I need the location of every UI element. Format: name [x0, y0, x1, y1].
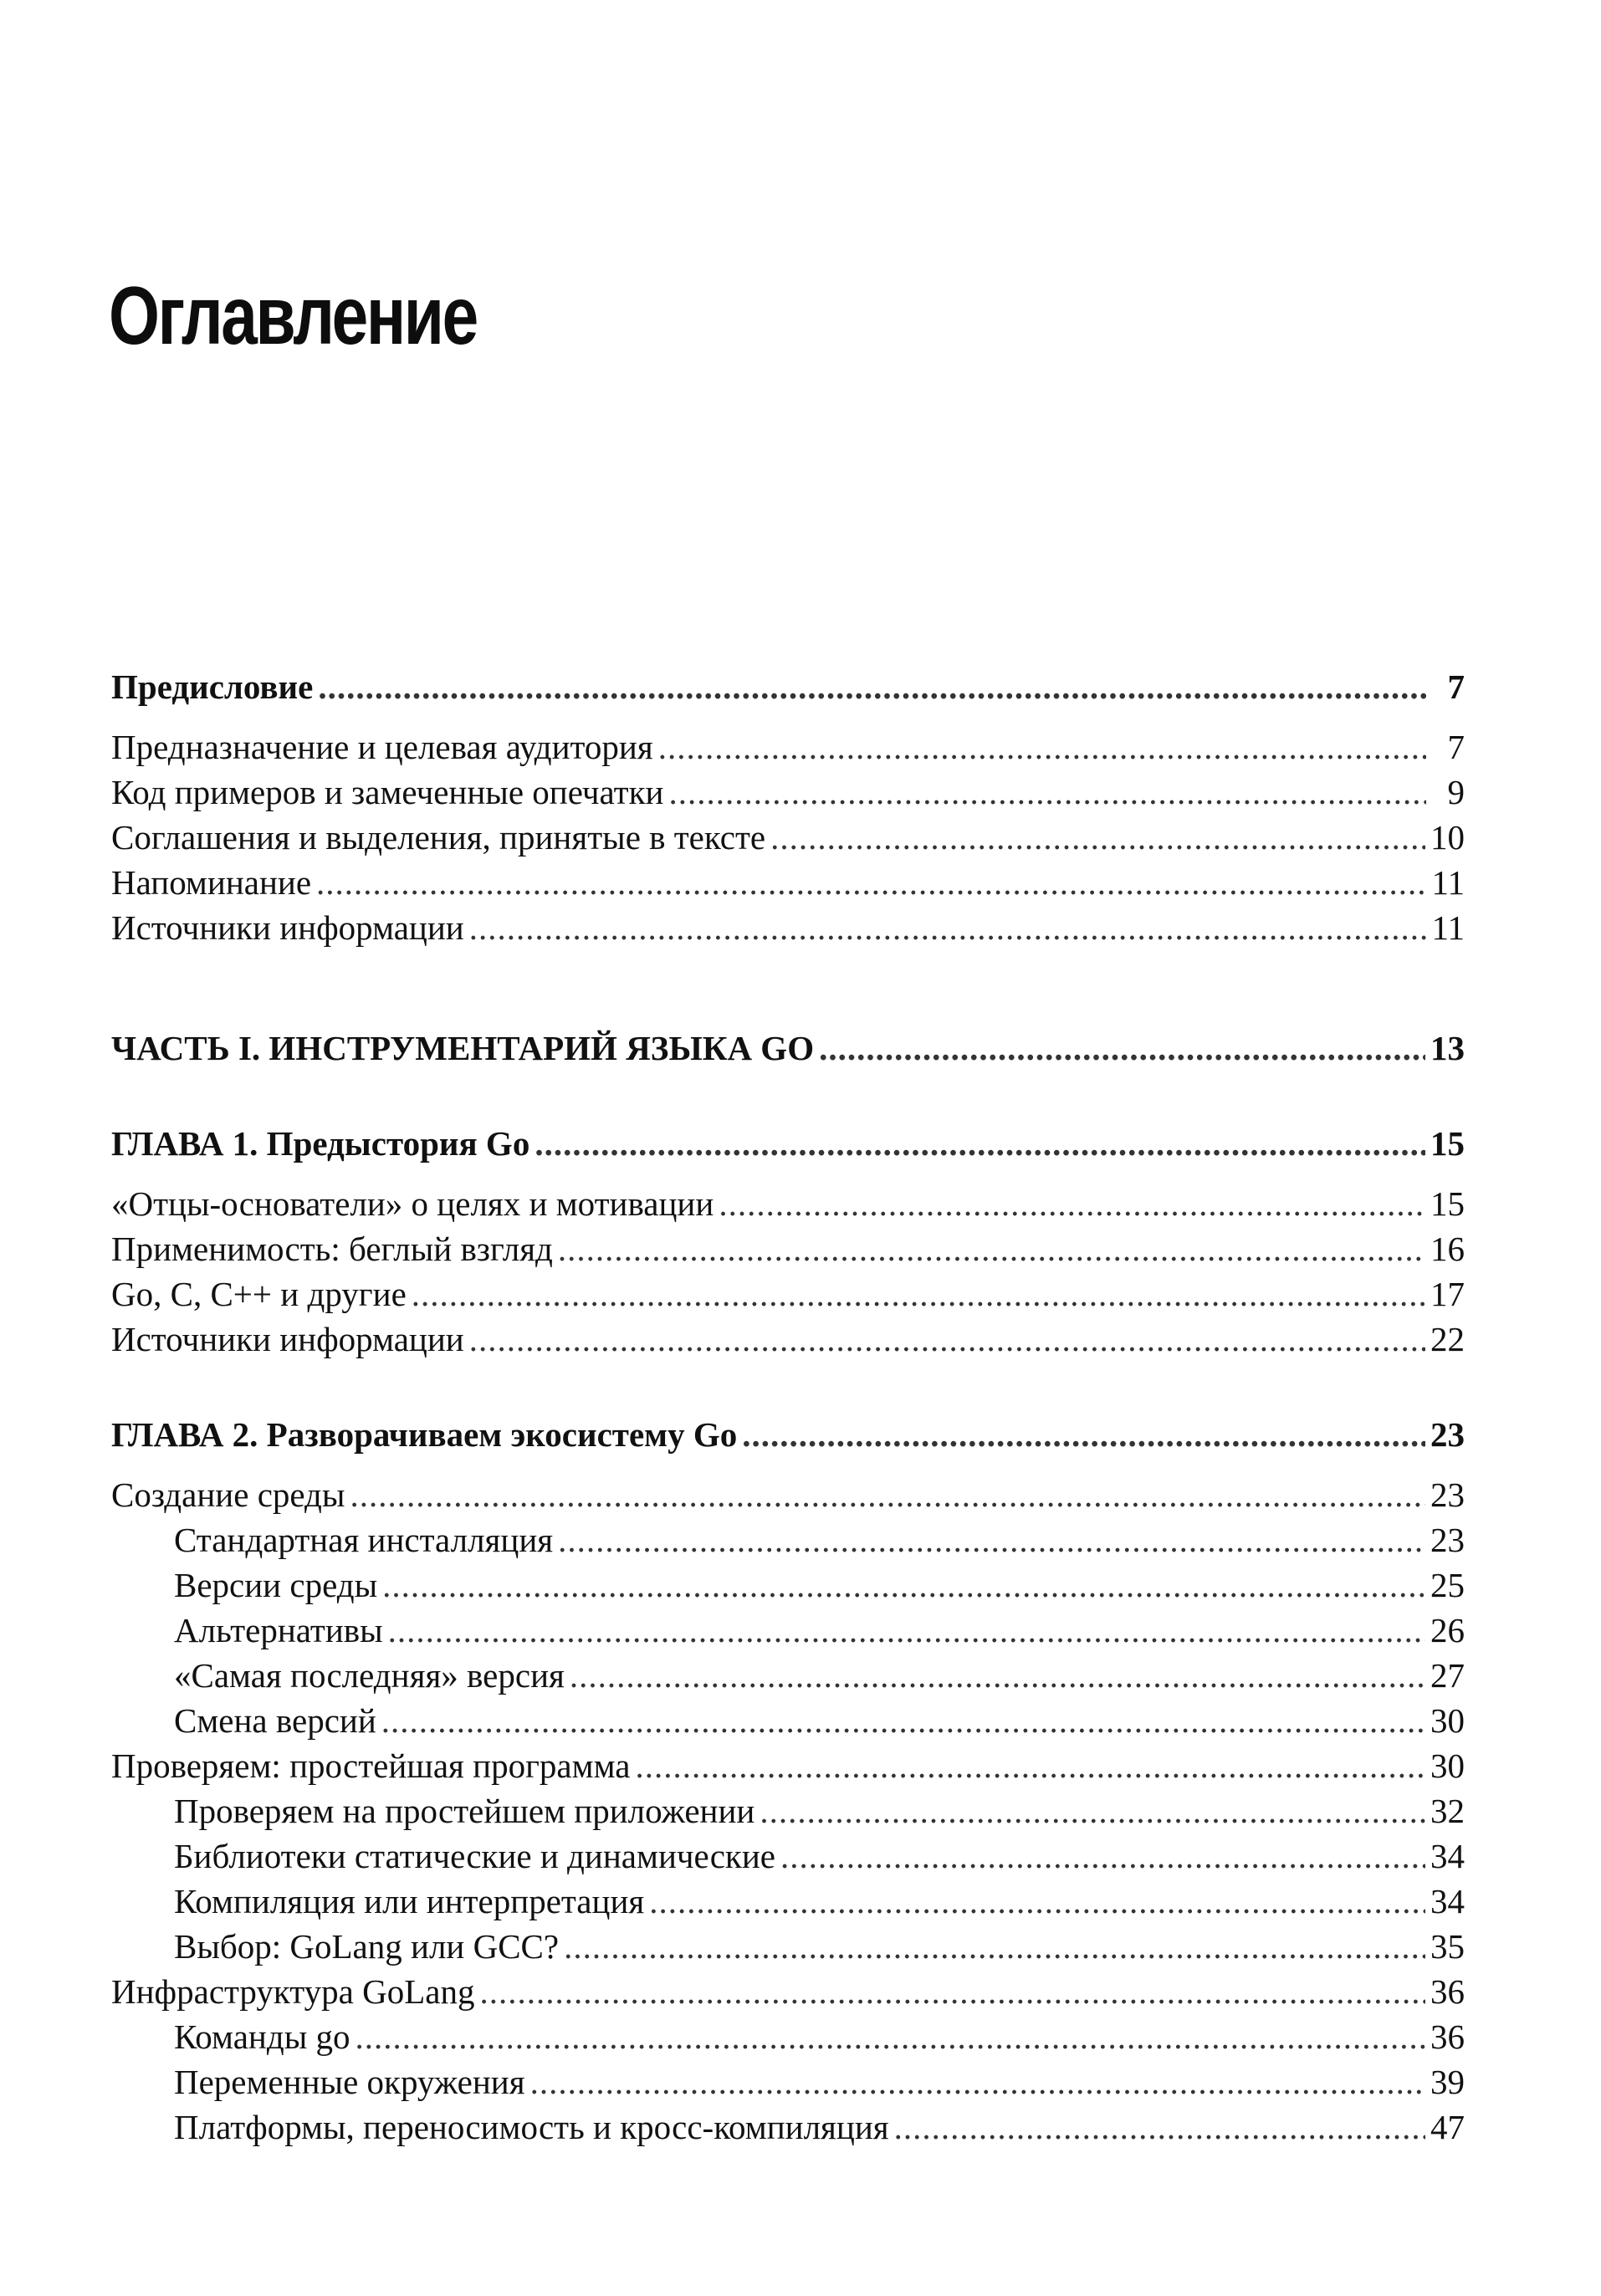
toc-entry-label: Команды go [174, 2017, 350, 2056]
toc-entry-chapter-1[interactable] [111, 1122, 1465, 1167]
toc-entry-preface[interactable] [111, 665, 1465, 710]
dot-leader [894, 2105, 1425, 2149]
dot-leader [479, 1970, 1425, 2013]
dot-leader [668, 770, 1426, 814]
toc-entry-label: Смена версий [174, 1701, 376, 1740]
toc-entry[interactable] [111, 1654, 1465, 1699]
toc-entry-label: Стандартная инсталляция [174, 1521, 554, 1559]
toc-entry[interactable] [111, 1970, 1465, 2015]
toc-entry[interactable] [111, 2015, 1465, 2060]
dot-leader [530, 2060, 1425, 2104]
toc-entry-page: 32 [1430, 1792, 1465, 1830]
toc-entry[interactable] [111, 1563, 1465, 1608]
toc-entry-page: 30 [1430, 1701, 1465, 1740]
toc-entry[interactable] [111, 861, 1465, 906]
dot-leader [535, 1122, 1425, 1165]
toc-entry-label: Версии среды [174, 1566, 378, 1604]
toc-entry-label: Применимость: беглый взгляд [111, 1230, 553, 1268]
toc-entry[interactable] [111, 1789, 1465, 1834]
toc-entry-label: Источники информации [111, 1320, 464, 1358]
table-of-contents [111, 665, 1465, 2150]
dot-leader [469, 1317, 1425, 1361]
dot-leader [564, 1925, 1425, 1968]
dot-leader [780, 1834, 1425, 1878]
toc-entry[interactable] [111, 1744, 1465, 1789]
toc-entry[interactable] [111, 2105, 1465, 2150]
toc-entry-label: Выбор: GoLang или GCC? [174, 1927, 560, 1966]
toc-entry[interactable] [111, 1272, 1465, 1317]
dot-leader [760, 1789, 1425, 1833]
toc-entry-label: Проверяем на простейшем приложении [174, 1792, 755, 1830]
toc-entry[interactable] [111, 1227, 1465, 1272]
toc-entry[interactable] [111, 1608, 1465, 1654]
toc-entry-label: «Отцы-основатели» о целях и мотивации [111, 1184, 714, 1223]
toc-entry-page: 34 [1430, 1837, 1465, 1875]
toc-entry-chapter-2[interactable] [111, 1413, 1465, 1458]
toc-entry[interactable] [111, 725, 1465, 770]
toc-entry-page: 27 [1430, 1656, 1465, 1695]
dot-leader [558, 1227, 1425, 1271]
toc-entry[interactable] [111, 1182, 1465, 1227]
toc-entry[interactable] [111, 1518, 1465, 1563]
dot-leader [570, 1654, 1425, 1697]
toc-entry[interactable] [111, 816, 1465, 861]
toc-entry-page: 36 [1430, 1972, 1465, 2011]
toc-entry-label: Создание среды [111, 1475, 345, 1514]
dot-leader [819, 1026, 1425, 1070]
dot-leader [388, 1608, 1425, 1652]
toc-entry-page: 23 [1430, 1415, 1465, 1454]
toc-entry-page: 34 [1430, 1882, 1465, 1920]
toc-entry-label: Напоминание [111, 863, 312, 902]
toc-entry-page: 9 [1447, 773, 1465, 811]
toc-entry[interactable] [111, 1699, 1465, 1744]
toc-entry[interactable] [111, 1834, 1465, 1879]
toc-entry-label: Переменные окружения [174, 2063, 525, 2101]
toc-entry[interactable] [111, 770, 1465, 816]
dot-leader [558, 1518, 1425, 1562]
toc-entry-page: 26 [1430, 1611, 1465, 1649]
toc-entry-label: ГЛАВА 2. Разворачиваем экосистему Go [111, 1415, 738, 1454]
toc-entry-page: 23 [1430, 1521, 1465, 1559]
toc-entry-part-1[interactable] [111, 1026, 1465, 1071]
toc-entry[interactable] [111, 2060, 1465, 2105]
toc-entry[interactable] [111, 1317, 1465, 1363]
toc-entry-page: 25 [1430, 1566, 1465, 1604]
toc-entry-page: 16 [1430, 1230, 1465, 1268]
toc-entry[interactable] [111, 1473, 1465, 1518]
toc-entry-label: Альтернативы [174, 1611, 383, 1649]
dot-leader [635, 1744, 1425, 1787]
toc-entry-label: Источники информации [111, 908, 464, 947]
toc-entry[interactable] [111, 1925, 1465, 1970]
page-title: Оглавление [109, 269, 477, 361]
toc-entry-label: ЧАСТЬ I. ИНСТРУМЕНТАРИЙ ЯЗЫКА GO [111, 1029, 815, 1067]
dot-leader [381, 1699, 1425, 1742]
toc-entry-label: Проверяем: простейшая программа [111, 1746, 631, 1785]
toc-entry-page: 30 [1430, 1746, 1465, 1785]
toc-entry-page: 47 [1430, 2108, 1465, 2146]
toc-entry-page: 36 [1430, 2017, 1465, 2056]
toc-entry-label: Соглашения и выделения, принятые в тексте [111, 818, 766, 857]
toc-entry-page: 7 [1447, 728, 1465, 766]
toc-entry[interactable] [111, 906, 1465, 951]
toc-entry-page: 39 [1430, 2063, 1465, 2101]
dot-leader [742, 1413, 1425, 1456]
toc-entry-page: 15 [1430, 1184, 1465, 1223]
toc-entry-label: Компиляция или интерпретация [174, 1882, 645, 1920]
toc-entry-page: 15 [1430, 1124, 1465, 1163]
toc-entry-page: 11 [1431, 863, 1465, 902]
toc-entry-page: 10 [1430, 818, 1465, 857]
toc-entry-label: Код примеров и замеченные опечатки [111, 773, 664, 811]
dot-leader [318, 665, 1426, 708]
toc-entry-label: Предназначение и целевая аудитория [111, 728, 653, 766]
dot-leader [469, 906, 1426, 949]
toc-entry-page: 11 [1431, 908, 1465, 947]
dot-leader [412, 1272, 1425, 1316]
toc-entry[interactable] [111, 1879, 1465, 1925]
toc-entry-label: Платформы, переносимость и кросс-компиляция [174, 2108, 889, 2146]
toc-entry-label: ГЛАВА 1. Предыстория Go [111, 1124, 530, 1163]
dot-leader [649, 1879, 1425, 1923]
toc-entry-label: Библиотеки статические и динамические [174, 1837, 775, 1875]
dot-leader [382, 1563, 1425, 1607]
toc-entry-page: 22 [1430, 1320, 1465, 1358]
toc-entry-label: Инфраструктура GoLang [111, 1972, 475, 2011]
toc-entry-page: 35 [1430, 1927, 1465, 1966]
dot-leader [316, 861, 1426, 904]
toc-entry-page: 17 [1430, 1275, 1465, 1313]
dot-leader [719, 1182, 1425, 1225]
toc-entry-label: «Самая последняя» версия [174, 1656, 565, 1695]
dot-leader [355, 2015, 1426, 2058]
toc-entry-label: Предисловие [111, 667, 314, 706]
dot-leader [770, 816, 1425, 859]
toc-entry-page: 23 [1430, 1475, 1465, 1514]
toc-entry-page: 7 [1447, 667, 1465, 706]
toc-entry-label: Go, C, C++ и другие [111, 1275, 407, 1313]
dot-leader [350, 1473, 1425, 1516]
dot-leader [658, 725, 1426, 769]
toc-entry-page: 13 [1430, 1029, 1465, 1067]
